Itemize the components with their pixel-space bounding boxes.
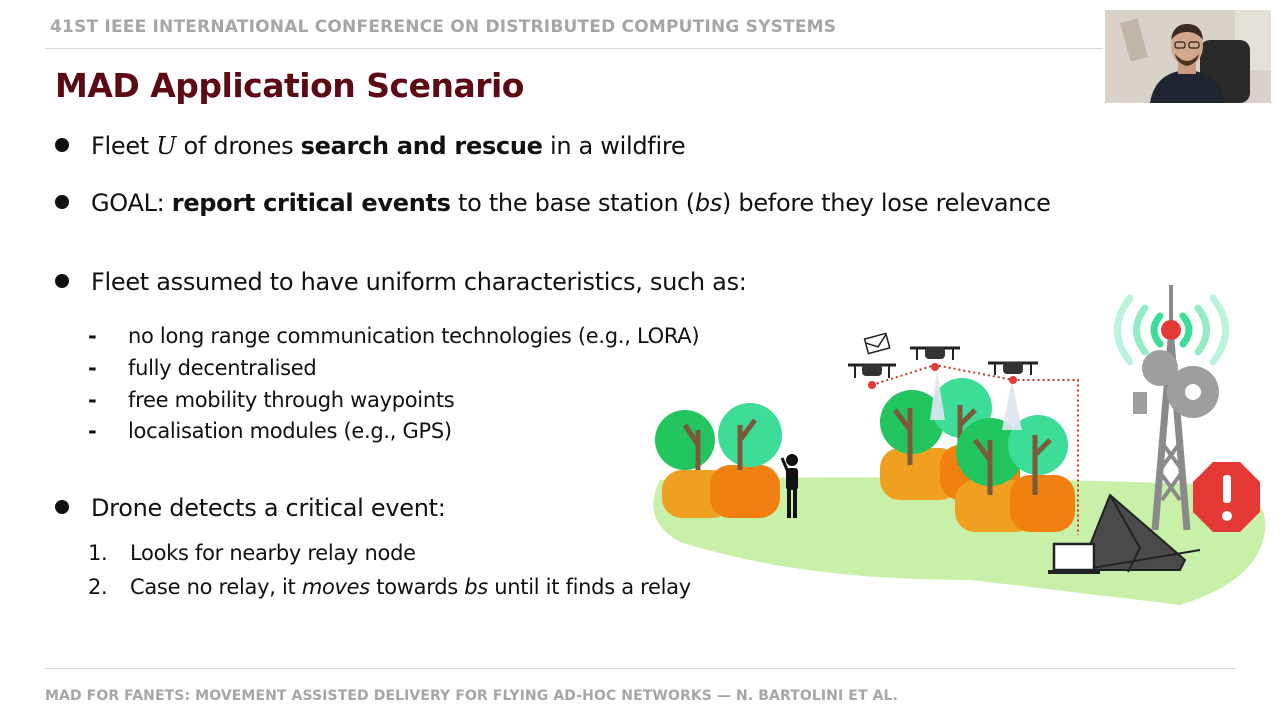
drone-icon xyxy=(910,347,960,371)
wildfire-scenario-illustration xyxy=(640,280,1270,620)
presenter-webcam xyxy=(1105,10,1271,103)
bullet-fleet: Fleet U of drones search and rescue in a wildfire xyxy=(55,132,685,160)
step-1: 1. Looks for nearby relay node xyxy=(88,541,416,565)
slide-title: MAD Application Scenario xyxy=(55,66,524,105)
subitem-localisation: - localisation modules (e.g., GPS) xyxy=(88,419,452,443)
drone-icon xyxy=(848,364,896,389)
subitem-communication: - no long range communication technologies (e.g., LORA) xyxy=(88,324,700,348)
bullet-goal: GOAL: report critical events to the base station (bs) before they lose relevance xyxy=(55,189,1051,217)
footer-divider xyxy=(45,668,1236,669)
alert-icon xyxy=(1193,462,1260,532)
bullet-critical-event: Drone detects a critical event: xyxy=(55,494,446,522)
bullet-dot xyxy=(55,274,69,288)
presenter-video-icon xyxy=(1105,10,1271,103)
step-2: 2. Case no relay, it moves towards bs until it finds a relay xyxy=(88,575,691,599)
footer-citation: MAD FOR FANETS: MOVEMENT ASSISTED DELIVERY FOR FLYING AD-HOC NETWORKS — N. BARTOLINI ET AL. xyxy=(45,688,898,704)
header-divider xyxy=(45,48,1103,49)
laptop-icon xyxy=(1048,544,1100,574)
drone-icon xyxy=(988,362,1038,384)
envelope-icon xyxy=(865,333,890,353)
bullet-dot xyxy=(55,500,69,514)
conference-header: 41ST IEEE INTERNATIONAL CONFERENCE ON DISTRIBUTED COMPUTING SYSTEMS xyxy=(50,17,837,37)
bullet-fleet-characteristics: Fleet assumed to have uniform characteristics, such as: xyxy=(55,268,747,296)
tree-icon xyxy=(955,415,1075,532)
subitem-decentralised: - fully decentralised xyxy=(88,356,317,380)
subitem-mobility: - free mobility through waypoints xyxy=(88,388,455,412)
bullet-dot xyxy=(55,138,69,152)
drone-camera-beam xyxy=(1002,380,1022,430)
tree-icon xyxy=(655,403,782,518)
bullet-dot xyxy=(55,195,69,209)
